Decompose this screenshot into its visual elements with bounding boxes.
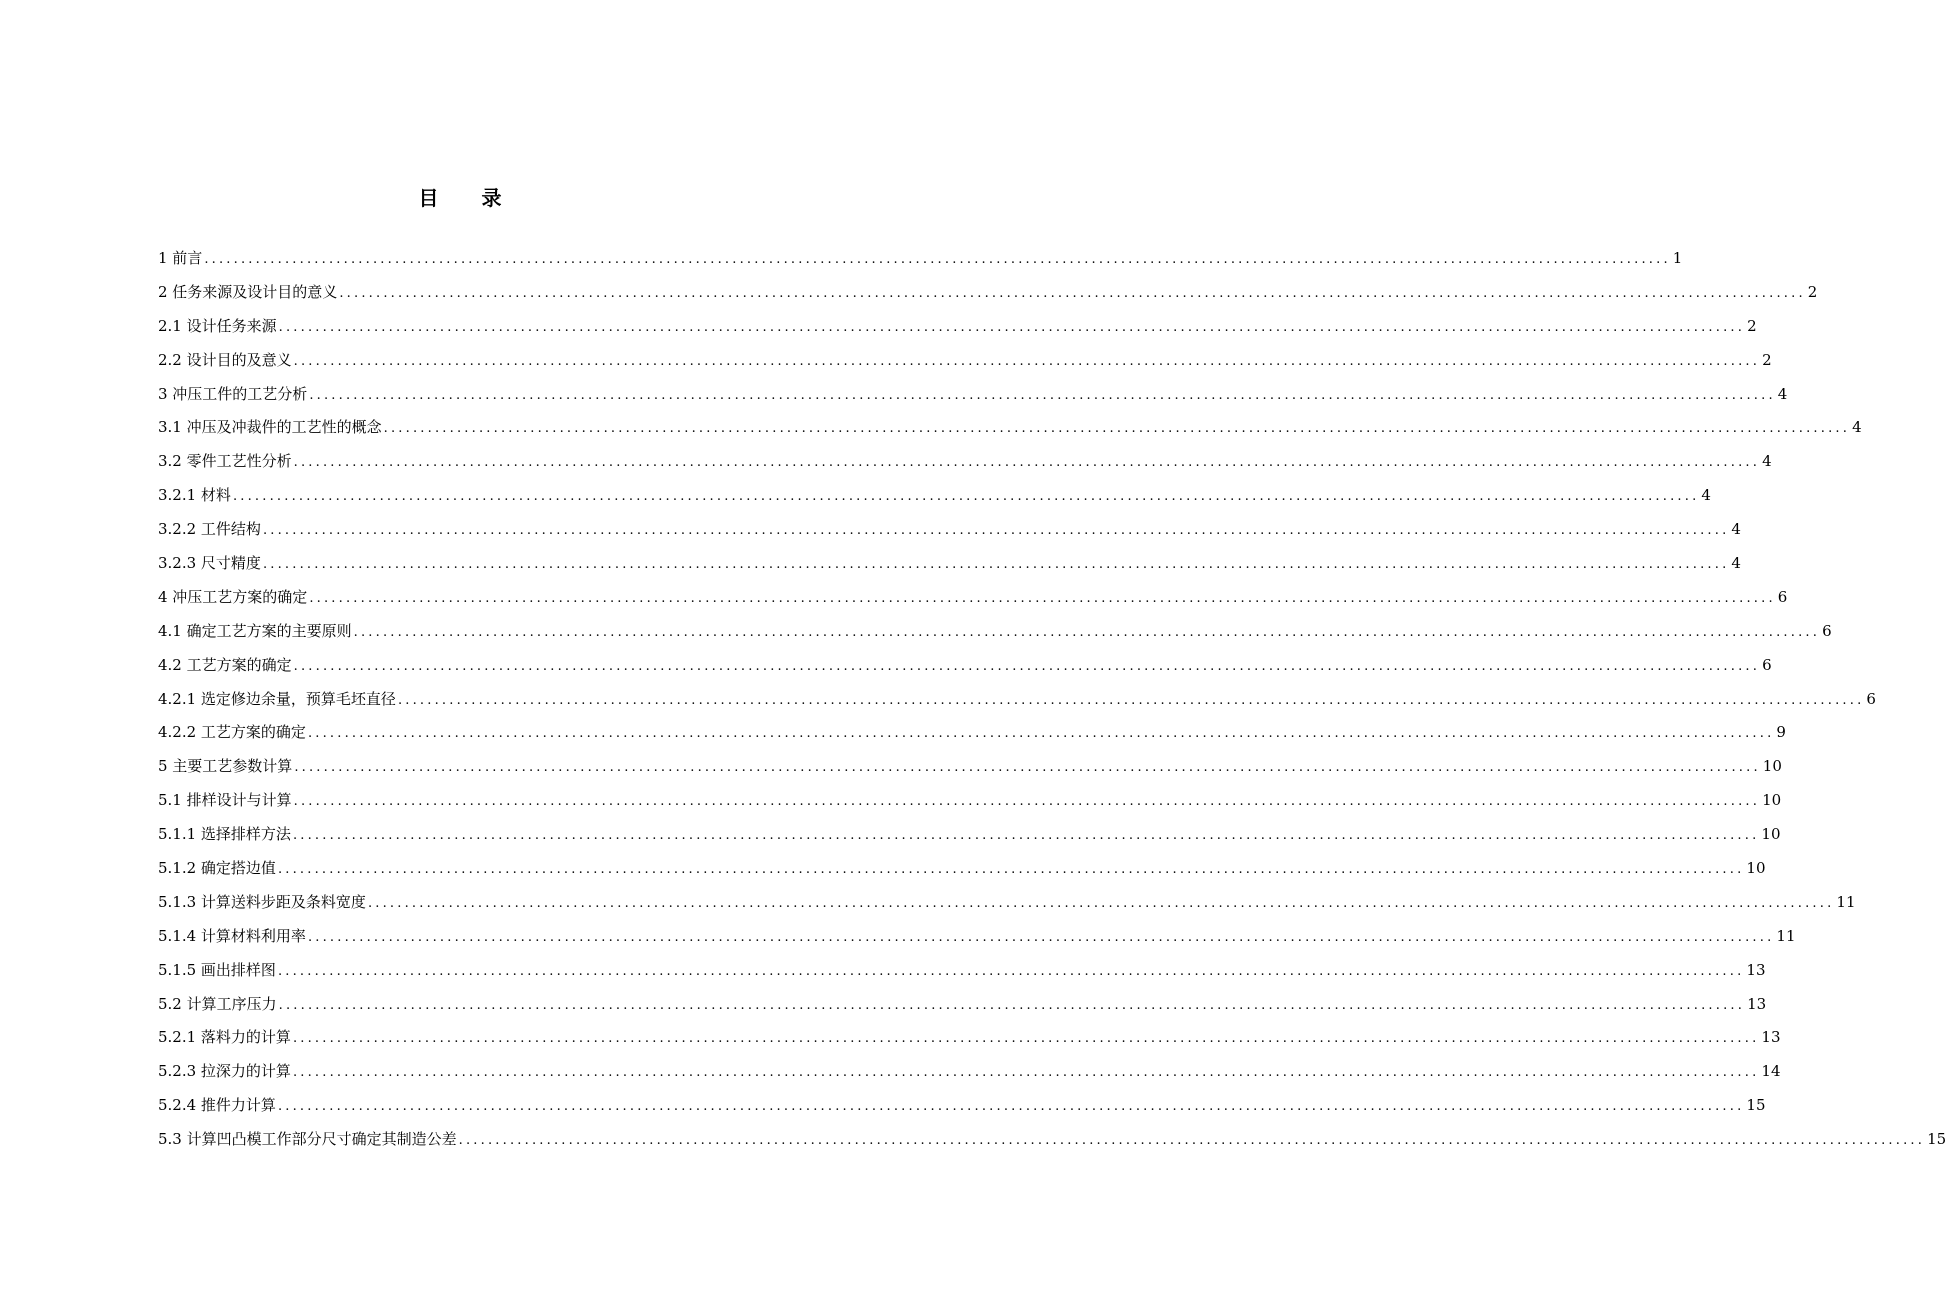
toc-entry-page-number: 6 [1822, 621, 1832, 640]
toc-entry-page-number: 13 [1746, 960, 1766, 979]
toc-entry-label: 3 冲压工件的工艺分析 [158, 384, 308, 403]
toc-leader-dots: ........................................................................................................................................................................................................ [309, 590, 1776, 606]
toc-entry-label: 5.1.1 选择排样方法 [158, 825, 291, 844]
toc-leader-dots: ........................................................................................................................................................................................................ [277, 1099, 1745, 1115]
toc-entry-page-number: 11 [1836, 892, 1856, 911]
toc-entry[interactable] [158, 514, 1741, 548]
toc-entry-label: 3.2.2 工件结构 [158, 520, 261, 539]
toc-entry-page-number: 2 [1807, 282, 1818, 301]
toc-entry-label: 5.2.4 推件力计算 [158, 1096, 276, 1115]
toc-entry-label: 5.2.1 落料力的计算 [158, 1028, 291, 1047]
toc-entry-page-number: 9 [1776, 723, 1786, 742]
toc-leader-dots: ........................................................................................................................................................................................................ [307, 726, 1775, 742]
toc-leader-dots: ........................................................................................................................................................................................................ [309, 387, 1776, 403]
toc-entry-page-number: 4 [1777, 384, 1788, 403]
toc-leader-dots: ........................................................................................................................................................................................................ [353, 624, 1821, 640]
toc-leader-dots: ........................................................................................................................................................................................................ [204, 252, 1671, 267]
toc-entry-page-number: 2 [1747, 316, 1757, 335]
toc-entry-label: 5 主要工艺参数计算 [158, 757, 293, 776]
toc-entry[interactable] [158, 887, 1856, 921]
toc-entry[interactable] [158, 277, 1818, 311]
toc-entry-label: 4.2 工艺方案的确定 [158, 655, 292, 674]
toc-entry[interactable] [158, 548, 1741, 582]
toc-entry-page-number: 6 [1762, 655, 1772, 674]
toc-entry-label: 3.2 零件工艺性分析 [158, 452, 292, 471]
toc-entry-label: 5.1 排样设计与计算 [158, 791, 292, 810]
toc-leader-dots: ........................................................................................................................................................................................................ [458, 1133, 1926, 1149]
toc-leader-dots: ........................................................................................................................................................................................................ [278, 997, 1746, 1013]
toc-entry[interactable] [158, 853, 1766, 887]
toc-entry-label: 5.2 计算工序压力 [158, 994, 277, 1013]
toc-entry-label: 2.2 设计目的及意义 [158, 350, 292, 369]
toc-entry-label: 3.1 冲压及冲裁件的工艺性的概念 [158, 418, 382, 437]
toc-leader-dots: ........................................................................................................................................................................................................ [292, 1065, 1760, 1081]
toc-entry[interactable] [158, 311, 1757, 345]
toc-entry-page-number: 10 [1762, 757, 1782, 776]
toc-title: 目 录 [418, 186, 520, 210]
toc-entry-page-number: 13 [1747, 994, 1767, 1013]
toc-entry-page-number: 11 [1776, 926, 1796, 945]
toc-entry[interactable] [158, 480, 1711, 514]
toc-leader-dots: ........................................................................................................................................................................................................ [294, 760, 1761, 776]
toc-leader-dots: ........................................................................................................................................................................................................ [339, 285, 1806, 301]
toc-leader-dots: ........................................................................................................................................................................................................ [277, 963, 1745, 979]
toc-entry[interactable] [158, 650, 1772, 684]
toc-entry[interactable] [158, 1056, 1781, 1090]
toc-entry-label: 5.1.5 画出排样图 [158, 960, 276, 979]
toc-entry-label: 2.1 设计任务来源 [158, 316, 277, 335]
toc-leader-dots: ........................................................................................................................................................................................................ [278, 319, 1746, 335]
toc-entry-label: 3.2.3 尺寸精度 [158, 554, 261, 573]
toc-entry-page-number: 10 [1761, 825, 1781, 844]
toc-entry[interactable] [158, 989, 1767, 1023]
toc-entry-page-number: 4 [1731, 520, 1741, 539]
toc-entry[interactable] [158, 955, 1766, 989]
toc-leader-dots: ........................................................................................................................................................................................................ [262, 523, 1730, 539]
toc-entry[interactable] [158, 819, 1781, 853]
toc-entry[interactable] [158, 1090, 1766, 1124]
toc-entry-label: 4 冲压工艺方案的确定 [158, 587, 308, 606]
toc-entry-page-number: 1 [1672, 249, 1683, 267]
toc-leader-dots: ........................................................................................................................................................................................................ [293, 353, 1761, 369]
toc-leader-dots: ........................................................................................................................................................................................................ [293, 658, 1761, 674]
toc-entry[interactable] [158, 1124, 1946, 1158]
toc-entry-page-number: 15 [1746, 1096, 1766, 1115]
toc-entry[interactable] [158, 379, 1788, 413]
toc-entry-page-number: 10 [1746, 859, 1766, 878]
toc-entry-label: 5.1.4 计算材料利用率 [158, 926, 306, 945]
toc-leader-dots: ........................................................................................................................................................................................................ [383, 421, 1851, 437]
toc-leader-dots: ........................................................................................................................................................................................................ [293, 455, 1761, 471]
toc-entry-label: 4.1 确定工艺方案的主要原则 [158, 621, 352, 640]
toc-entry[interactable] [158, 412, 1862, 446]
toc-entry-page-number: 4 [1762, 452, 1772, 471]
toc-entry-page-number: 6 [1866, 689, 1876, 708]
toc-entry-label: 5.3 计算凹凸模工作部分尺寸确定其制造公差 [158, 1130, 457, 1149]
toc-entry[interactable] [158, 751, 1782, 785]
toc-entry[interactable] [158, 1022, 1781, 1056]
toc-entry-label: 5.2.3 拉深力的计算 [158, 1062, 291, 1081]
toc-leader-dots: ........................................................................................................................................................................................................ [277, 862, 1745, 878]
toc-leader-dots: ........................................................................................................................................................................................................ [293, 794, 1761, 810]
toc-entry-label: 4.2.2 工艺方案的确定 [158, 723, 306, 742]
toc-leader-dots: ........................................................................................................................................................................................................ [292, 1031, 1760, 1047]
toc-entry[interactable] [158, 921, 1796, 955]
toc-entry-page-number: 4 [1701, 486, 1711, 505]
toc-entry-page-number: 4 [1731, 554, 1741, 573]
toc-leader-dots: ........................................................................................................................................................................................................ [307, 929, 1775, 945]
toc-entry-label: 5.1.2 确定搭边值 [158, 859, 276, 878]
toc-leader-dots: ........................................................................................................................................................................................................ [262, 557, 1730, 573]
toc-entry[interactable] [158, 446, 1772, 480]
toc-entry[interactable] [158, 345, 1772, 379]
toc-entry[interactable] [158, 717, 1786, 751]
toc-entry-page-number: 13 [1761, 1028, 1781, 1047]
toc-list [158, 243, 1946, 1158]
toc-entry-label: 3.2.1 材料 [158, 486, 231, 505]
toc-entry-label: 4.2.1 选定修边余量，预算毛坯直径 [158, 689, 396, 708]
toc-entry-label: 2 任务来源及设计目的意义 [158, 282, 338, 301]
toc-entry-page-number: 14 [1761, 1062, 1781, 1081]
toc-leader-dots: ........................................................................................................................................................................................................ [232, 489, 1700, 505]
toc-entry-page-number: 15 [1927, 1130, 1946, 1149]
toc-entry-page-number: 2 [1762, 350, 1772, 369]
toc-entry-page-number: 10 [1762, 791, 1782, 810]
toc-entry-page-number: 4 [1852, 418, 1862, 437]
toc-entry[interactable] [158, 582, 1788, 616]
toc-leader-dots: ........................................................................................................................................................................................................ [367, 895, 1835, 911]
toc-leader-dots: ........................................................................................................................................................................................................ [292, 828, 1760, 844]
toc-entry-label: 5.1.3 计算送料步距及条料宽度 [158, 892, 366, 911]
toc-entry[interactable] [158, 785, 1782, 819]
toc-entry-label: 1 前言 [158, 249, 203, 267]
toc-entry-page-number: 6 [1777, 587, 1788, 606]
toc-entry[interactable] [158, 616, 1832, 650]
toc-entry[interactable] [158, 684, 1876, 718]
toc-entry[interactable] [158, 243, 1683, 277]
toc-leader-dots: ........................................................................................................................................................................................................ [397, 692, 1865, 708]
